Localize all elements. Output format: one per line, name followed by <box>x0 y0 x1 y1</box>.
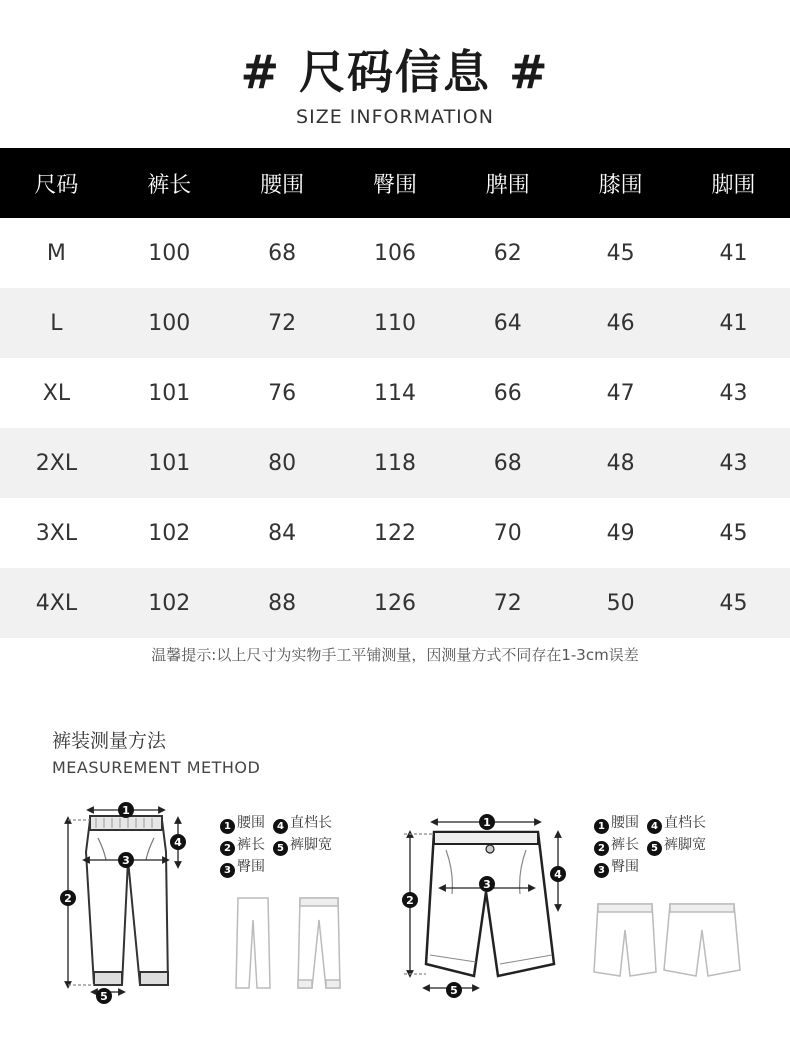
table-row <box>0 428 790 498</box>
page-title: # 尺码信息 # <box>240 45 550 99</box>
table-row <box>0 288 790 358</box>
column-header: 脾围 <box>451 148 564 218</box>
legend-hem: 裤脚宽 <box>664 837 706 853</box>
column-header: 脚围 <box>677 148 790 218</box>
legend-hip: 臀围 <box>611 859 639 875</box>
table-cell: 110 <box>339 288 452 358</box>
table-cell: L <box>0 288 113 358</box>
table-cell: 101 <box>148 380 191 406</box>
table-cell: 114 <box>373 380 416 406</box>
table-cell: 41 <box>719 240 748 266</box>
table-cell: 102 <box>148 520 191 546</box>
column-header: 裤长 <box>113 148 226 218</box>
marker-label: 1 <box>483 816 491 829</box>
marker-label: 5 <box>450 984 458 997</box>
table-header-row <box>0 148 790 218</box>
table-row <box>0 218 790 288</box>
marker-icon: 5 <box>273 841 288 856</box>
legend-hip: 臀围 <box>237 859 265 875</box>
size-table <box>0 148 790 638</box>
table-row <box>0 568 790 638</box>
table-cell: 45 <box>606 240 635 266</box>
legend-length: 裤长 <box>237 837 265 853</box>
table-cell: 126 <box>339 568 452 638</box>
marker-icon: 4 <box>273 819 288 834</box>
table-cell: 50 <box>564 568 677 638</box>
table-cell: 70 <box>493 520 522 546</box>
table-cell: 84 <box>268 520 297 546</box>
table-cell: 46 <box>564 288 677 358</box>
marker-label: 4 <box>174 836 182 849</box>
page-subtitle: SIZE INFORMATION <box>296 106 494 128</box>
table-row <box>0 358 790 428</box>
legend-rise: 直档长 <box>290 815 332 831</box>
marker-icon: 4 <box>647 819 662 834</box>
measurement-subtitle: MEASUREMENT METHOD <box>52 758 261 777</box>
table-cell: M <box>46 240 66 266</box>
marker-label: 1 <box>122 804 130 817</box>
measurement-tip: 温馨提示:以上尺寸为实物手工平铺测量，因测量方式不同存在1-3cm误差 <box>151 646 639 664</box>
table-cell: 100 <box>148 240 191 266</box>
table-cell: 62 <box>493 240 522 266</box>
marker-icon: 3 <box>220 863 235 878</box>
legend-waist: 腰围 <box>611 815 639 831</box>
table-cell: 47 <box>606 380 635 406</box>
table-cell: 66 <box>493 380 522 406</box>
legend-waist: 腰围 <box>237 815 265 831</box>
column-header: 尺码 <box>0 148 113 218</box>
table-cell: 101 <box>113 428 226 498</box>
table-cell: 2XL <box>0 428 113 498</box>
table-cell: 106 <box>373 240 416 266</box>
marker-icon: 3 <box>594 863 609 878</box>
table-cell: 102 <box>113 568 226 638</box>
table-cell: 43 <box>719 380 748 406</box>
marker-label: 2 <box>406 894 414 907</box>
table-cell: 4XL <box>0 568 113 638</box>
table-cell: 45 <box>677 568 790 638</box>
marker-icon: 5 <box>647 841 662 856</box>
table-cell: 118 <box>339 428 452 498</box>
table-cell: 122 <box>373 520 416 546</box>
legend-hem: 裤脚宽 <box>290 837 332 853</box>
legend-rise: 直档长 <box>664 815 706 831</box>
shorts-illustration <box>426 832 554 976</box>
shorts-thumbnails <box>594 904 740 976</box>
marker-label: 2 <box>64 892 72 905</box>
table-cell: 72 <box>226 288 339 358</box>
marker-label: 3 <box>122 854 130 867</box>
marker-icon: 2 <box>594 841 609 856</box>
table-cell: 76 <box>268 380 297 406</box>
marker-icon: 2 <box>220 841 235 856</box>
table-cell: 68 <box>268 240 297 266</box>
measurement-title: 裤装测量方法 <box>52 730 167 752</box>
table-cell: 80 <box>226 428 339 498</box>
table-cell: XL <box>42 380 71 406</box>
column-header: 膝围 <box>564 148 677 218</box>
table-cell: 41 <box>677 288 790 358</box>
table-cell: 100 <box>113 288 226 358</box>
table-cell: 48 <box>564 428 677 498</box>
marker-label: 5 <box>100 990 108 1003</box>
table-cell: 68 <box>451 428 564 498</box>
marker-label: 4 <box>554 868 562 881</box>
table-cell: 45 <box>719 520 748 546</box>
marker-icon: 1 <box>594 819 609 834</box>
table-cell: 72 <box>451 568 564 638</box>
shorts-legend <box>594 812 706 878</box>
column-header: 臀围 <box>339 148 452 218</box>
trousers-illustration <box>86 816 168 985</box>
marker-icon: 1 <box>220 819 235 834</box>
table-cell: 43 <box>677 428 790 498</box>
column-header: 腰围 <box>226 148 339 218</box>
table-cell: 64 <box>451 288 564 358</box>
table-cell: 3XL <box>35 520 78 546</box>
trousers-legend <box>220 812 332 878</box>
marker-label: 3 <box>483 878 491 891</box>
table-cell: 88 <box>226 568 339 638</box>
trousers-thumbnails <box>236 898 340 988</box>
legend-length: 裤长 <box>611 837 639 853</box>
table-row <box>0 498 790 568</box>
table-cell: 49 <box>606 520 635 546</box>
